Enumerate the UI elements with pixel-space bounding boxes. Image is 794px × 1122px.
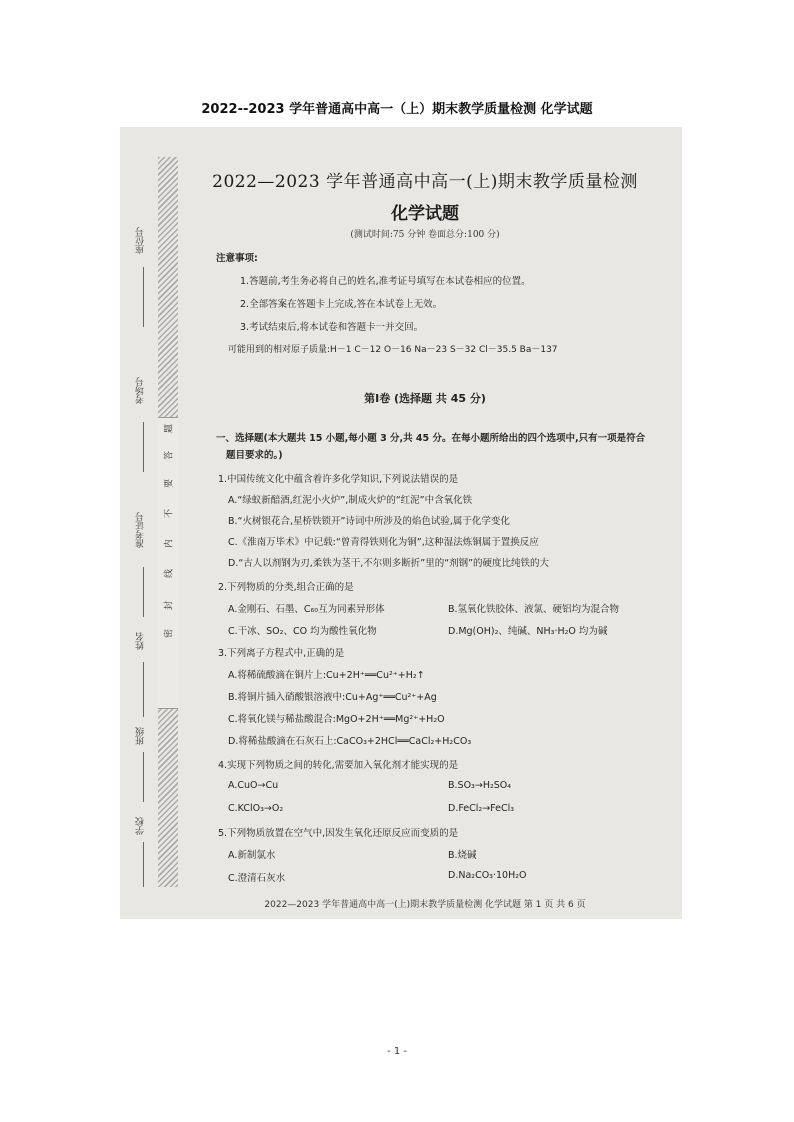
- part-instructions: 题目要求的。): [226, 450, 283, 461]
- question-option: D.“古人以剂钢为刃,柔铁为茎干,不尔则多断折”里的“剂钢”的硬度比纯铁的大: [228, 558, 550, 569]
- seal-char: 内: [164, 539, 175, 549]
- name-label: 姓名: [136, 632, 146, 650]
- seat-number-label: 座位号: [136, 227, 146, 254]
- admission-number-label: 准考证号: [136, 512, 146, 548]
- question-option: C.将氧化镁与稀盐酸混合:MgO+2H⁺══Mg²⁺+H₂O: [228, 714, 445, 725]
- class-line: [143, 752, 144, 802]
- question-option: B.氢氧化铁胶体、液氯、硬铝均为混合物: [448, 604, 620, 615]
- exam-duration: (测试时间:75 分钟 卷面总分:100 分): [350, 230, 500, 240]
- seal-char: 线: [164, 569, 175, 579]
- question-option: A.金刚石、石墨、C₆₀互为同素异形体: [228, 604, 385, 615]
- question-option: C.澄清石灰水: [228, 873, 286, 884]
- exam-room-line: [143, 422, 144, 472]
- question-option: B.SO₃→H₂SO₄: [448, 780, 512, 791]
- question-option: C.干冰、SO₂、CO 均为酸性氧化物: [228, 626, 377, 637]
- note-item: 1.答题前,考生务必将自己的姓名,准考证号填写在本试卷相应的位置。: [240, 276, 531, 287]
- seal-char: 要: [164, 479, 175, 489]
- question-option: C.KClO₃→O₂: [228, 803, 284, 814]
- seal-char: 答: [164, 451, 175, 461]
- seat-number-line: [143, 267, 144, 327]
- seal-char: 不: [164, 509, 175, 519]
- question-option: A.CuO→Cu: [228, 780, 279, 791]
- question-option: D.Na₂CO₃·10H₂O: [448, 870, 527, 881]
- seal-char: 封: [164, 601, 175, 611]
- section-title: 第Ⅰ卷 (选择题 共 45 分): [364, 392, 486, 405]
- question-option: C.《淮南万毕术》中记载:“曾青得铁则化为铜”,这种湿法炼铜属于置换反应: [228, 537, 539, 548]
- question-stem: 5.下列物质放置在空气中,因发生氧化还原反应而变质的是: [218, 828, 459, 839]
- note-item: 3.考试结束后,将本试卷和答题卡一并交回。: [240, 322, 424, 333]
- atomic-masses: 可能用到的相对原子质量:H－1 C－12 O－16 Na－23 S－32 Cl－35.5 Ba－137: [228, 345, 558, 355]
- question-stem: 2.下列物质的分类,组合正确的是: [218, 582, 354, 593]
- question-option: B.将铜片插入硝酸银溶液中:Cu+Ag⁺══Cu²⁺+Ag: [228, 692, 437, 703]
- question-option: A.新制氯水: [228, 850, 276, 861]
- question-option: A.将稀硫酸滴在铜片上:Cu+2H⁺══Cu²⁺+H₂↑: [228, 670, 425, 681]
- exam-room-label: 考场号: [136, 377, 146, 404]
- exam-subject: 化学试题: [391, 204, 459, 224]
- question-option: B.烧碱: [448, 850, 477, 861]
- question-option: B.“火树银花合,星桥铁锁开”诗词中所涉及的焰色试验,属于化学变化: [228, 516, 510, 527]
- seal-char: 密: [164, 629, 175, 639]
- exam-title: 2022—2023 学年普通高中高一(上)期末教学质量检测: [212, 172, 638, 192]
- note-item: 2.全部答案在答题卡上完成,答在本试卷上无效。: [240, 299, 443, 310]
- notes-heading: 注意事项:: [216, 253, 258, 264]
- question-stem: 4.实现下列物质之间的转化,需要加入氧化剂才能实现的是: [218, 760, 459, 771]
- question-stem: 3.下列离子方程式中,正确的是: [218, 648, 345, 659]
- name-line: [143, 662, 144, 717]
- scanned-exam-page: [120, 127, 682, 919]
- admission-number-line: [143, 567, 144, 617]
- school-line: [143, 842, 144, 887]
- class-label: 班级: [136, 727, 146, 745]
- page-number: - 1 -: [387, 1046, 407, 1057]
- page-header: 2022--2023 学年普通高中高一（上）期末教学质量检测 化学试题: [201, 102, 593, 117]
- question-option: D.FeCl₂→FeCl₃: [448, 803, 515, 814]
- exam-footer: 2022—2023 学年普通高中高一(上)期末教学质量检测 化学试题 第 1 页 共 6 页: [264, 900, 586, 910]
- question-option: D.将稀盐酸滴在石灰石上:CaCO₃+2HCl══CaCl₂+H₂CO₃: [228, 736, 472, 747]
- question-option: A.“绿蚁新醅酒,红泥小火炉”,制成火炉的“红泥”中含氧化铁: [228, 495, 473, 506]
- part-instructions: 一、选择题(本大题共 15 小题,每小题 3 分,共 45 分。在每小题所给出的四个选项中,只有一项是符合: [216, 433, 646, 444]
- seal-char: 题: [164, 424, 175, 434]
- question-option: D.Mg(OH)₂、纯碱、NH₃·H₂O 均为碱: [448, 626, 608, 637]
- school-label: 学校: [136, 817, 146, 835]
- question-stem: 1.中国传统文化中蕴含着许多化学知识,下列说法错误的是: [218, 474, 459, 485]
